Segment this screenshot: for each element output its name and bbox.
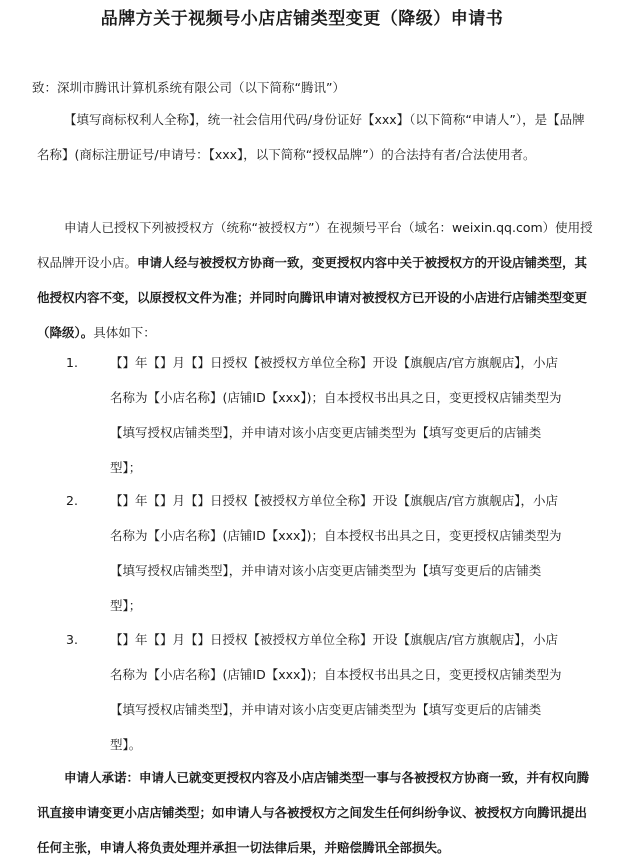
authorization-intro-text: 申请人已授权下列被授权方（统称“被授权方”）在视频号平台（域名：weixin.qq.com）使用授权品牌开设小店。 xyxy=(37,220,593,270)
list-item-text: 【】年【】月【】日授权【被授权方单位全称】开设【旗舰店/官方旗舰店】，小店名称为【小店名称】(店铺ID【xxx】)；自本授权书出具之日，变更授权店铺类型为【填写授权店铺类型】，并申请对该小店变更店铺类型为【填写变更后的店铺类型】。 xyxy=(110,632,562,752)
list-item-number: 2. xyxy=(66,493,78,508)
document-title: 品牌方关于视频号小店店铺类型变更（降级）申请书 xyxy=(100,9,504,29)
list-item-text: 【】年【】月【】日授权【被授权方单位全称】开设【旗舰店/官方旗舰店】，小店名称为【小店名称】(店铺ID【xxx】)；自本授权书出具之日，变更授权店铺类型为【填写授权店铺类型】，并申请对该小店变更店铺类型为【填写变更后的店铺类型】； xyxy=(110,355,562,475)
list-item-number: 3. xyxy=(66,632,78,647)
authorization-tail-text: 具体如下： xyxy=(93,325,156,340)
authorization-paragraph xyxy=(37,210,597,350)
authorization-bold-text: 申请人经与被授权方协商一致，变更授权内容中关于被授权方的开设店铺类型，其他授权内容不变，以原授权文件为准；并同时向腾讯申请对被授权方已开设的小店进行店铺类型变更（降级）。 xyxy=(37,255,588,340)
list-item-number: 1. xyxy=(66,355,78,370)
list-item-text: 【】年【】月【】日授权【被授权方单位全称】开设【旗舰店/官方旗舰店】，小店名称为【小店名称】(店铺ID【xxx】)；自本授权书出具之日，变更授权店铺类型为【填写授权店铺类型】，并申请对该小店变更店铺类型为【填写变更后的店铺类型】； xyxy=(110,493,562,613)
addressee-line: 致：深圳市腾讯计算机系统有限公司（以下简称“腾讯”） xyxy=(32,80,345,95)
commitment-paragraph: 申请人承诺：申请人已就变更授权内容及小店店铺类型一事与各被授权方协商一致，并有权向腾讯直接申请变更小店店铺类型；如申请人与各被授权方之间发生任何纠纷争议、被授权方向腾讯提出任何主张，申请人将负责处理并承担一切法律后果，并赔偿腾讯全部损失。 xyxy=(37,770,590,855)
applicant-paragraph: 【填写商标权利人全称】，统一社会信用代码/身份证好【xxx】（以下简称“申请人”），是【品牌名称】(商标注册证号/申请号：【xxx】，以下简称“授权品牌”）的合法持有者/合法使用者。 xyxy=(37,112,585,162)
